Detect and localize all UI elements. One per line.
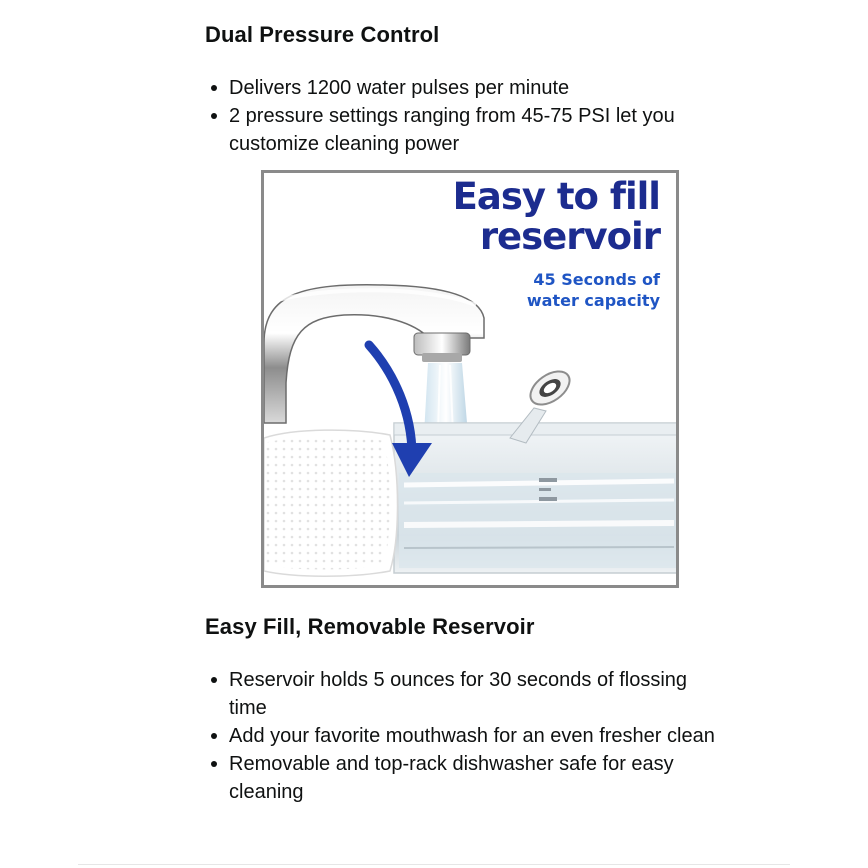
feature-list-pressure (210, 74, 730, 158)
water-flosser-reservoir-icon (264, 365, 676, 577)
section-title-dual-pressure: Dual Pressure Control (205, 22, 440, 47)
image-sub-line2: water capacity (526, 291, 660, 310)
product-image-reservoir[interactable] (261, 170, 679, 588)
image-subheadline (527, 269, 660, 311)
image-headline-line2: reservoir (479, 215, 660, 258)
list-item: Add your favorite mouthwash for an even fresher clean (210, 722, 730, 750)
image-sub-line1: 45 Seconds of (533, 270, 660, 289)
list-item: Reservoir holds 5 ounces for 30 seconds of flossing time (210, 666, 730, 722)
list-item: Removable and top-rack dishwasher safe for easy cleaning (210, 750, 730, 806)
image-headline-line1: Easy to fill (452, 175, 660, 218)
section-title-easy-fill: Easy Fill, Removable Reservoir (205, 614, 535, 639)
list-item: 2 pressure settings ranging from 45-75 PSI let you customize cleaning power (210, 102, 730, 158)
feature-list-reservoir (210, 666, 730, 806)
list-item: Delivers 1200 water pulses per minute (210, 74, 730, 102)
divider (78, 864, 790, 865)
image-headline (453, 177, 660, 257)
